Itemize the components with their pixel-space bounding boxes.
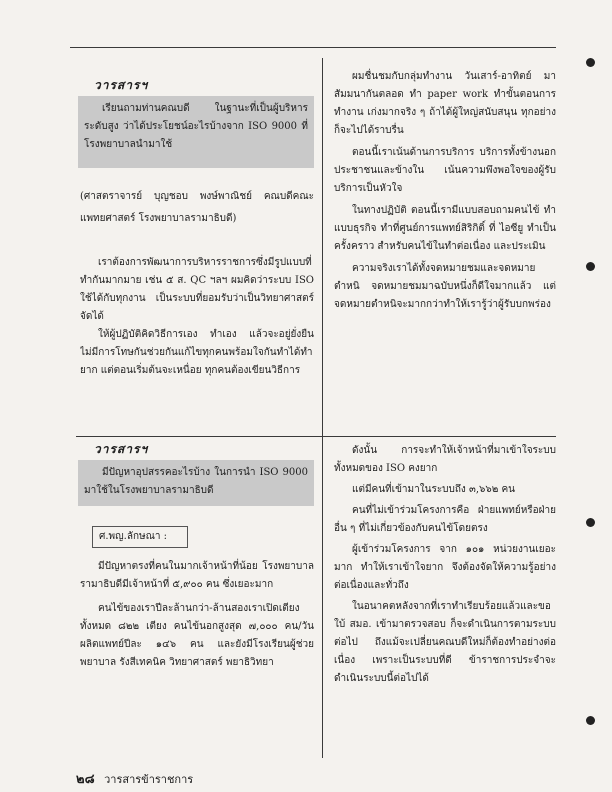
section1-right-paragraph: ในทางปฏิบัติ ตอนนี้เรามีแบบสอบถามคนไข้ ทำแบบธุรกิจ ทำที่ศูนย์การแพทย์สิริกิติ์ ที่ ไอซียู ทำเป็นครั้งคราว สำหรับคนไข้ในทำต่อเนื่อง และประเมิน xyxy=(334,205,556,252)
section2-left-paragraph: คนไข้ของเราปีละล้านกว่า-ล้านสองเราเปิดเตียงทั้งหมด ๘๒๒ เตียง คนไข้นอกสูงสุด ๗,๐๐๐ คน/วัน ผลิตแพทย์ปีละ ๑๔๖ คน และยังมีโรงเรียนผู้ช่วยพยาบาล รังสีเทคนิค วิทยาศาสตร์ พยาธิวิทยา xyxy=(80,603,314,668)
page-number: ๒๘ xyxy=(76,772,95,787)
section2-left-paragraph: มีปัญหาตรงที่คนในมากเจ้าหน้าที่น้อย โรงพยาบาลรามาธิบดีมีเจ้าหน้าที่ ๕,๙๐๐ คน ซึ่งเยอะมาก xyxy=(80,561,314,590)
section2-right-paragraph: ผู้เข้าร่วมโครงการ จาก ๑๐๑ หน่วยงานเยอะมาก ทำให้เราเข้าใจยาก จึงต้องจัดให้ความรู้อย่างต่อเนื่องและทั่วถึง xyxy=(334,544,556,591)
section2-right-column xyxy=(334,442,556,758)
section2-author: ศ.พญ.ลักษณา : xyxy=(99,531,168,542)
section2-right-paragraph: แต่มีคนที่เข้ามาในระบบถึง ๓,๖๖๒ คน xyxy=(352,484,516,495)
section1-right-column xyxy=(334,68,556,434)
section1-left-column xyxy=(80,254,314,434)
binding-hole xyxy=(586,262,595,271)
binding-hole xyxy=(586,518,595,527)
section1-author xyxy=(80,186,314,230)
section1-left-paragraph: เราต้องการพัฒนาการบริหารราชการซึ่งมีรูปแบบที่ทำกันมากมาย เช่น ๕ ส. QC ฯลฯ ผมคิดว่าระบบ ISO ใช้ได้กับทุกงาน เป็นระบบที่ยอมรับว่าเป็นวิทยาศาสตร์ จัดได้ xyxy=(80,257,314,322)
column-divider xyxy=(322,58,323,758)
section2-left-column xyxy=(80,558,314,758)
top-rule xyxy=(70,47,556,48)
section2-author-box xyxy=(92,526,188,548)
section2-right-paragraph: ดังนั้น การจะทำให้เจ้าหน้าที่มาเข้าใจระบบทั้งหมดของ ISO คงยาก xyxy=(334,445,556,474)
journal-name: วารสารข้าราชการ xyxy=(104,773,194,786)
section2-label: วารสารฯ xyxy=(94,442,149,456)
section2-right-paragraph: ในอนาคตหลังจากที่เราทำเรียบร้อยแล้วและขอใบ้ สมอ. เข้ามาตรวจสอบ ก็จะดำเนินการตามระบบต่อไป ถึงแม้จะเปลี่ยนคณบดีใหม่ก็ต้องทำอย่างต่อเนื่อง เพราะเป็นระบบที่ดี ข้าราชการประจำจะดำเนินระบบนี้ต่อไปได้ xyxy=(334,601,556,684)
section1-right-paragraph: ตอนนี้เราเน้นด้านการบริการ บริการทั้งข้างนอก ประชาชนและข้างใน เน้นความพึงพอใจของผู้รับบริการเป็นหัวใจ xyxy=(334,147,556,194)
section1-author-text: (ศาสตราจารย์ บุญชอบ พงษ์พาณิชย์ คณบดีคณะแพทยศาสตร์ โรงพยาบาลรามาธิบดี) xyxy=(80,191,314,224)
section2-question: มีปัญหาอุปสรรคอะไรบ้าง ในการนำ ISO 9000 มาใช้ในโรงพยาบาลรามาธิบดี xyxy=(84,467,308,496)
section1-right-paragraph: ผมชื่นชมกับกลุ่มทำงาน วันเสาร์-อาทิตย์ มาสัมมนากันตลอด ทำ paper work ทำขั้นตอนการทำงาน เก่งมากจริง ๆ ถ้าได้ผู้ใหญ่สนับสนุน ทุกอย่างก็จะไปได้ราบรื่น xyxy=(334,71,556,136)
section1-question: เรียนถามท่านคณบดี ในฐานะที่เป็นผู้บริหารระดับสูง ว่าได้ประโยชน์อะไรบ้างจาก ISO 9000 ที่โรงพยาบาลนำมาใช้ xyxy=(84,103,308,150)
section2-question-box xyxy=(78,460,314,506)
binding-hole xyxy=(586,58,595,67)
section2-right-paragraph: คนที่ไม่เข้าร่วมโครงการคือ ฝ่ายแพทย์หรือฝ่ายอื่น ๆ ที่ไม่เกี่ยวข้องกับคนไข้โดยตรง xyxy=(334,505,556,534)
binding-hole xyxy=(586,716,595,725)
page-footer xyxy=(76,768,193,789)
section1-left-paragraph: ให้ผู้ปฏิบัติคิดวิธีการเอง ทำเอง แล้วจะอยู่ยั่งยืน ไม่มีการโทษกันช่วยกันแก้ไขทุกคนพร้อมใจกันทำได้ทำยาก แต่ตอนเริ่มต้นจะเหนื่อย ทุกคนต้องเขียนวิธีการ xyxy=(80,329,314,376)
section-divider xyxy=(76,436,556,437)
section1-label: วารสารฯ xyxy=(94,78,149,92)
section1-right-paragraph: ความจริงเราได้ทั้งจดหมายชมและจดหมายตำหนิ จดหมายชมมาฉบับหนึ่งก็ดีใจมากแล้ว แต่จดหมายตำหนิจะมากกว่าทำให้เรารู้ว่าผู้รับบกพร่อง xyxy=(334,263,556,310)
section1-question-box xyxy=(78,96,314,168)
